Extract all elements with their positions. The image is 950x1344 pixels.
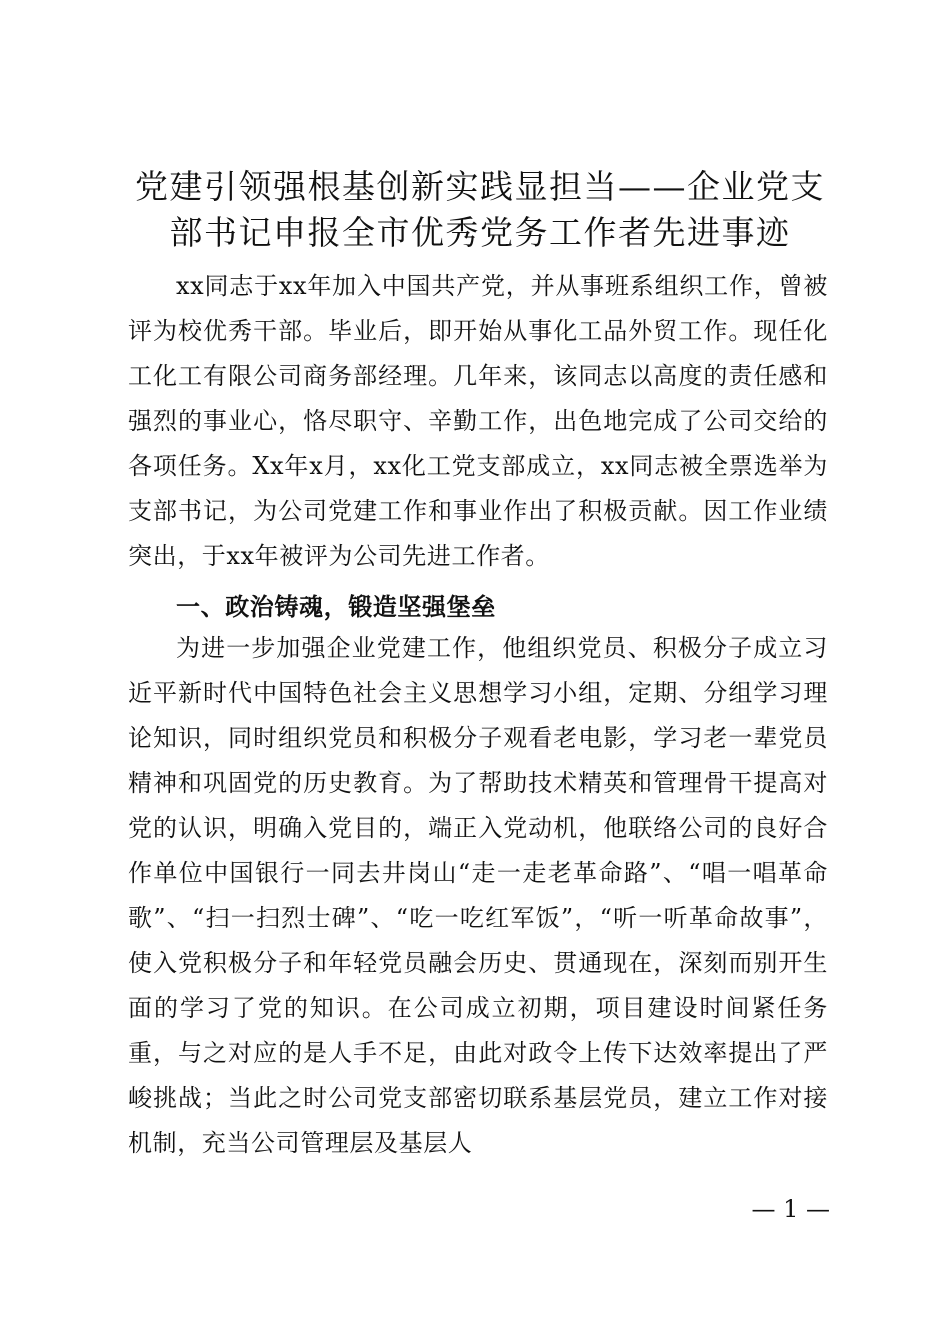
section-heading: 一、政治铸魂，锻造坚强堡垒 bbox=[176, 593, 496, 621]
page-number: — 1 — bbox=[751, 1195, 830, 1223]
section-paragraph: 为进一步加强企业党建工作，他组织党员、积极分子成立习近平新时代中国特色社会主义思想学习小组，定期、分组学习理论知识，同时组织党员和积极分子观看老电影，学习老一辈党员精神和巩固党的历史教育。为了帮助技术精英和管理骨干提高对党的认识，明确入党目的，端正入党动机，他联络公司的良好合作单位中国银行一同去井岗山“走一走老革命路”、“唱一唱革命歌”、“扫一扫烈士碑”、“吃一吃红军饭”，“听一听革命故事”，使入党积极分子和年轻党员融会历史、贯通现在，深刻而别开生面的学习了党的知识。在公司成立初期，项目建设时间紧任务重，与之对应的是人手不足，由此对政令上传下达效率提出了严峻挑战；当此之时公司党支部密切联系基层党员，建立工作对接机制，充当公司管理层及基层人 bbox=[128, 634, 828, 1157]
document-title: 党建引领强根基创新实践显担当——企业党支部书记申报全市优秀党务工作者先进事迹 bbox=[135, 167, 825, 252]
intro-paragraph: xx同志于xx年加入中国共产党，并从事班系组织工作，曾被评为校优秀干部。毕业后，即开始从事化工品外贸工作。现任化工化工有限公司商务部经理。几年来，该同志以高度的责任感和强烈的事业心，恪尽职守、辛勤工作，出色地完成了公司交给的各项任务。Xx年x月，xx化工党支部成立，xx同志被全票选举为支部书记，为公司党建工作和事业作出了积极贡献。因工作业绩突出，于xx年被评为公司先进工作者。 bbox=[128, 272, 828, 570]
